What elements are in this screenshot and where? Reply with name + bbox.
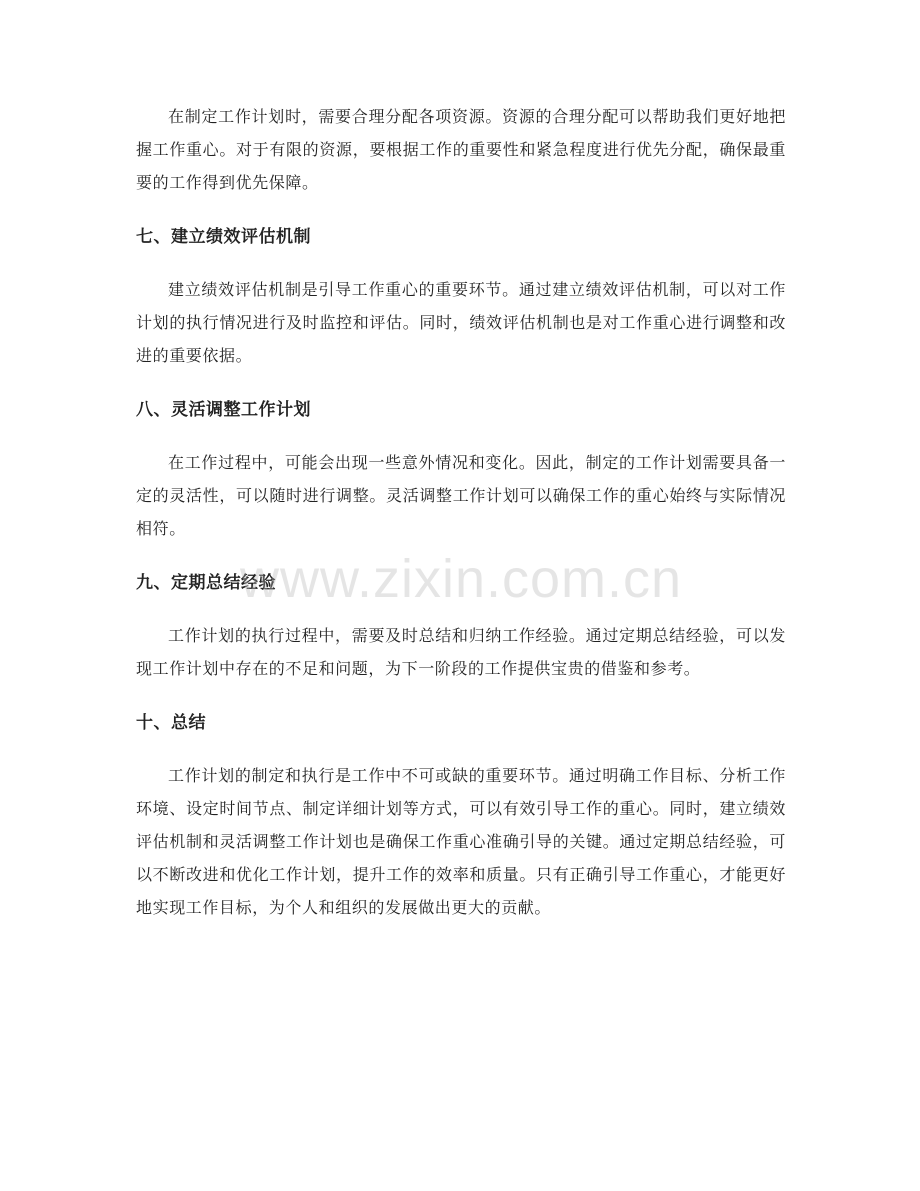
section-heading: 九、定期总结经验 [136, 573, 276, 593]
watermark: www.zixin.com.cn [239, 549, 683, 609]
section-heading: 七、建立绩效评估机制 [136, 227, 311, 247]
section-heading: 十、总结 [136, 713, 206, 733]
body-paragraph: 建立绩效评估机制是引导工作重心的重要环节。通过建立绩效评估机制，可以对工作计划的执行情况进行及时监控和评估。同时，绩效评估机制也是对工作重心进行调整和改进的重要依据。 [136, 280, 786, 365]
section-heading: 八、灵活调整工作计划 [136, 400, 311, 420]
document-body [136, 100, 786, 924]
body-paragraph: 在制定工作计划时，需要合理分配各项资源。资源的合理分配可以帮助我们更好地把握工作重心。对于有限的资源，要根据工作的重要性和紧急程度进行优先分配，确保最重要的工作得到优先保障。 [136, 107, 786, 192]
body-paragraph: 工作计划的执行过程中，需要及时总结和归纳工作经验。通过定期总结经验，可以发现工作计划中存在的不足和问题，为下一阶段的工作提供宝贵的借鉴和参考。 [136, 626, 786, 678]
body-paragraph: 工作计划的制定和执行是工作中不可或缺的重要环节。通过明确工作目标、分析工作环境、设定时间节点、制定详细计划等方式，可以有效引导工作的重心。同时，建立绩效评估机制和灵活调整工作计划也是确保工作重心准确引导的关键。通过定期总结经验，可以不断改进和优化工作计划，提升工作的效率和质量。只有正确引导工作重心，才能更好地实现工作目标，为个人和组织的发展做出更大的贡献。 [136, 766, 786, 917]
body-paragraph: 在工作过程中，可能会出现一些意外情况和变化。因此，制定的工作计划需要具备一定的灵活性，可以随时进行调整。灵活调整工作计划可以确保工作的重心始终与实际情况相符。 [136, 453, 786, 538]
